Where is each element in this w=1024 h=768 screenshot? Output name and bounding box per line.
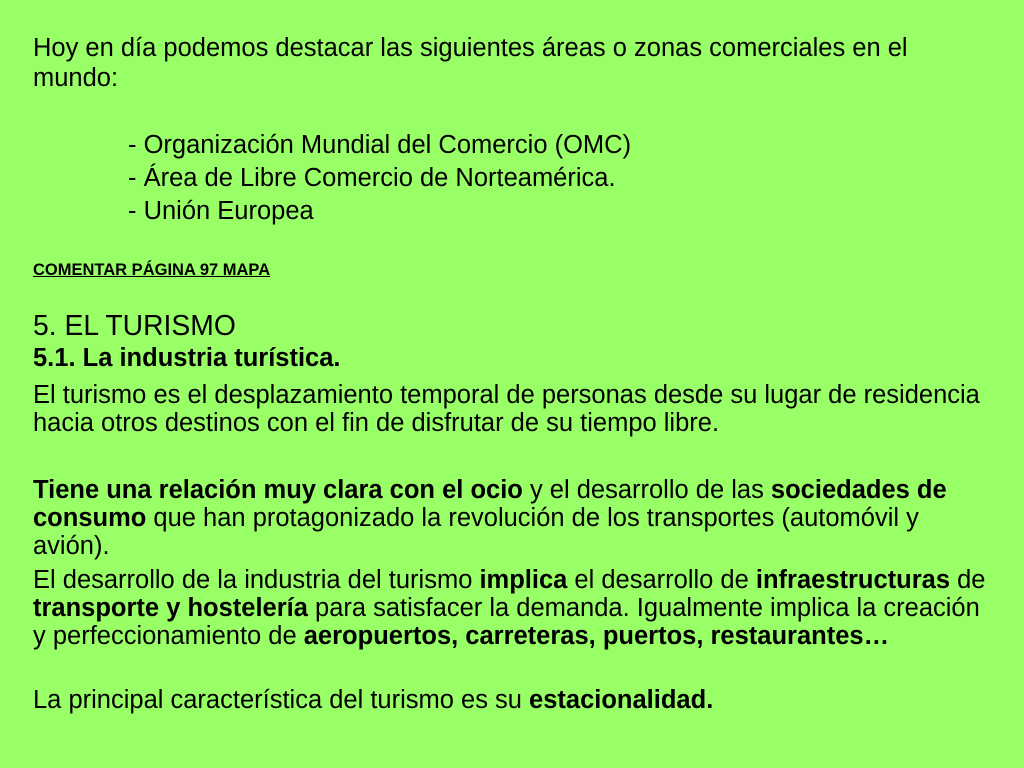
definition-line: El turismo es el desplazamiento temporal de personas desde su lugar de residencia bbox=[33, 381, 980, 409]
emphasis-text: transporte y hostelería bbox=[33, 594, 308, 622]
relation-line bbox=[33, 504, 919, 532]
zone-item: - Unión Europea bbox=[128, 197, 314, 225]
conclusion-line bbox=[33, 686, 713, 714]
body-text: La principal característica del turismo es su bbox=[33, 686, 530, 714]
emphasis-text: Tiene una relación muy clara con el ocio bbox=[33, 476, 523, 504]
emphasis-text: implica bbox=[479, 566, 568, 594]
subsection-title: 5.1. La industria turística. bbox=[33, 344, 341, 372]
emphasis-text: estacionalidad. bbox=[529, 686, 714, 714]
relation-line bbox=[33, 476, 947, 504]
section-title: 5. EL TURISMO bbox=[33, 309, 236, 341]
intro-line: mundo: bbox=[33, 64, 119, 92]
body-text: para satisfacer la demanda. Igualmente implica la creación bbox=[307, 594, 980, 622]
definition-line: hacia otros destinos con el fin de disfrutar de su tiempo libre. bbox=[33, 409, 720, 437]
map-comment-link[interactable]: COMENTAR PÁGINA 97 MAPA bbox=[33, 261, 271, 279]
emphasis-text: consumo bbox=[33, 504, 147, 532]
body-text: el desarrollo de bbox=[567, 566, 756, 594]
body-text: avión). bbox=[33, 532, 110, 560]
emphasis-text: sociedades de bbox=[770, 476, 947, 504]
zone-item: - Organización Mundial del Comercio (OMC) bbox=[128, 131, 632, 159]
body-text: que han protagonizado la revolución de los transportes (automóvil y bbox=[146, 504, 919, 532]
body-text: de bbox=[950, 566, 986, 594]
development-line bbox=[33, 594, 980, 622]
emphasis-text: aeropuertos, carreteras, puertos, restaurantes… bbox=[303, 622, 890, 650]
intro-line: Hoy en día podemos destacar las siguientes áreas o zonas comerciales en el bbox=[33, 34, 908, 62]
body-text: y perfeccionamiento de bbox=[33, 622, 304, 650]
emphasis-text: infraestructuras bbox=[755, 566, 951, 594]
zone-item: - Área de Libre Comercio de Norteamérica. bbox=[128, 164, 616, 192]
body-text: y el desarrollo de las bbox=[522, 476, 771, 504]
relation-line bbox=[33, 532, 110, 560]
body-text: El desarrollo de la industria del turismo bbox=[33, 566, 480, 594]
development-line bbox=[33, 622, 889, 650]
development-line bbox=[33, 566, 985, 594]
